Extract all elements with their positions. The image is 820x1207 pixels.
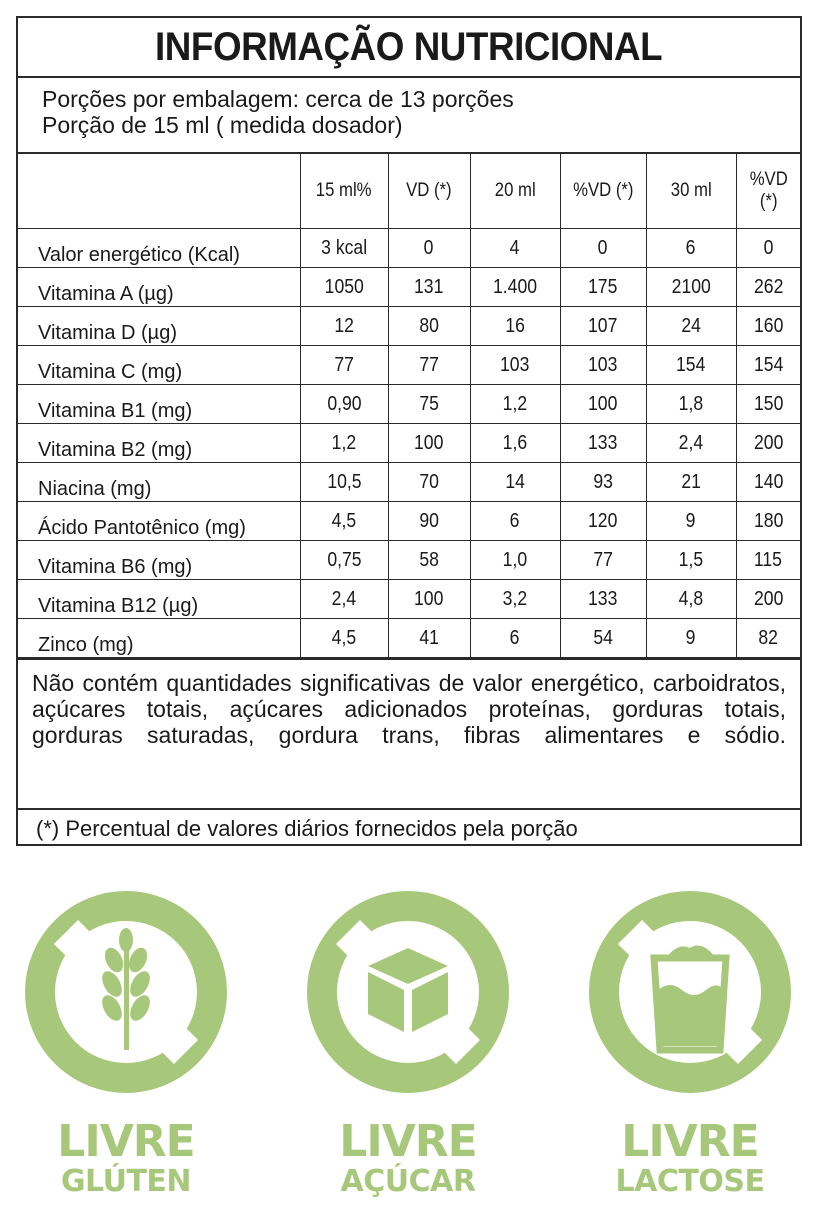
nutrition-table xyxy=(18,154,800,658)
nutrient-name: Vitamina B12 (µg) xyxy=(18,580,300,619)
table-row xyxy=(18,424,800,463)
nutrient-value: 2100 xyxy=(646,268,736,307)
nutrient-value: 41 xyxy=(388,619,470,658)
footnote: (*) Percentual de valores diários fornecidos pela porção xyxy=(18,808,800,848)
nutrient-value: 4,8 xyxy=(646,580,736,619)
nutrient-value: 9 xyxy=(646,619,736,658)
nutrient-value: 1,0 xyxy=(470,541,560,580)
label-title: INFORMAÇÃO NUTRICIONAL xyxy=(18,18,800,78)
nutrient-value: 12 xyxy=(300,307,388,346)
nutrient-value: 9 xyxy=(646,502,736,541)
nutrient-value: 262 xyxy=(736,268,800,307)
nutrient-value: 1.400 xyxy=(470,268,560,307)
nutrient-value: 100 xyxy=(560,385,646,424)
nutrient-value: 3 kcal xyxy=(300,229,388,268)
nutrient-value: 58 xyxy=(388,541,470,580)
nutrient-name: Ácido Pantotênico (mg) xyxy=(18,502,300,541)
nutrient-value: 0 xyxy=(736,229,800,268)
badge-sugar-free xyxy=(288,880,528,1200)
nutrient-name: Vitamina A (µg) xyxy=(18,268,300,307)
table-row xyxy=(18,541,800,580)
nutrient-value: 14 xyxy=(470,463,560,502)
nutrient-value: 6 xyxy=(470,619,560,658)
nutrient-value: 1,2 xyxy=(470,385,560,424)
table-row xyxy=(18,580,800,619)
nutrient-value: 77 xyxy=(560,541,646,580)
serving-size: Porção de 15 ml ( medida dosador) xyxy=(42,112,403,138)
nutrition-label xyxy=(16,16,802,846)
nutrient-value: 1,6 xyxy=(470,424,560,463)
nutrient-value: 2,4 xyxy=(646,424,736,463)
table-row xyxy=(18,346,800,385)
nutrient-value: 10,5 xyxy=(300,463,388,502)
nutrient-value: 1,2 xyxy=(300,424,388,463)
nutrient-name: Vitamina D (µg) xyxy=(18,307,300,346)
nutrient-name: Niacina (mg) xyxy=(18,463,300,502)
table-row xyxy=(18,385,800,424)
nutrient-value: 1,5 xyxy=(646,541,736,580)
nutrient-value: 175 xyxy=(560,268,646,307)
nutrient-value: 77 xyxy=(388,346,470,385)
badge-lactose-free xyxy=(570,880,810,1200)
nutrient-value: 160 xyxy=(736,307,800,346)
table-row xyxy=(18,307,800,346)
nutrient-value: 2,4 xyxy=(300,580,388,619)
servings-per-package: Porções por embalagem: cerca de 13 porções xyxy=(42,86,514,112)
table-row xyxy=(18,229,800,268)
nutrient-name: Vitamina B1 (mg) xyxy=(18,385,300,424)
nutrient-value: 100 xyxy=(388,580,470,619)
nutrient-value: 6 xyxy=(470,502,560,541)
nutrient-value: 21 xyxy=(646,463,736,502)
nutrient-value: 131 xyxy=(388,268,470,307)
nutrient-value: 1050 xyxy=(300,268,388,307)
nutrient-value: 150 xyxy=(736,385,800,424)
table-row xyxy=(18,268,800,307)
nutrient-value: 93 xyxy=(560,463,646,502)
nutrient-name: Valor energético (Kcal) xyxy=(18,229,300,268)
nutrient-value: 0,75 xyxy=(300,541,388,580)
nutrient-value: 107 xyxy=(560,307,646,346)
table-row xyxy=(18,463,800,502)
milk-glass-icon xyxy=(654,946,726,1050)
nutrient-name: Vitamina B2 (mg) xyxy=(18,424,300,463)
nutrient-value: 3,2 xyxy=(470,580,560,619)
nutrient-value: 154 xyxy=(646,346,736,385)
badge-sugar-line1: LIVRE xyxy=(339,1116,477,1167)
nutrient-value: 4 xyxy=(470,229,560,268)
nutrient-value: 103 xyxy=(560,346,646,385)
nutrient-value: 4,5 xyxy=(300,619,388,658)
nutrient-value: 103 xyxy=(470,346,560,385)
header-vd-20: %VD (*) xyxy=(560,154,646,229)
nutrient-name: Zinco (mg) xyxy=(18,619,300,658)
nutrient-value: 100 xyxy=(388,424,470,463)
badge-gluten-line1: LIVRE xyxy=(57,1116,195,1167)
header-15ml: 15 ml% xyxy=(300,154,388,229)
header-vd-30: %VD (*) xyxy=(736,154,800,229)
nutrient-value: 70 xyxy=(388,463,470,502)
nutrient-value: 115 xyxy=(736,541,800,580)
badge-lactose-line1: LIVRE xyxy=(621,1116,759,1167)
nutrient-value: 120 xyxy=(560,502,646,541)
nutrient-value: 75 xyxy=(388,385,470,424)
nutrient-value: 6 xyxy=(646,229,736,268)
nutrient-value: 54 xyxy=(560,619,646,658)
nutrient-value: 0 xyxy=(388,229,470,268)
nutrient-value: 80 xyxy=(388,307,470,346)
nutrient-value: 16 xyxy=(470,307,560,346)
badge-lactose-line2: LACTOSE xyxy=(615,1164,765,1199)
nutrient-value: 133 xyxy=(560,580,646,619)
nutrient-value: 1,8 xyxy=(646,385,736,424)
nutrient-value: 154 xyxy=(736,346,800,385)
header-nutrient xyxy=(18,154,300,229)
badge-gluten-line2: GLÚTEN xyxy=(60,1164,192,1199)
badge-sugar-line2: AÇÚCAR xyxy=(340,1164,476,1199)
nutrition-note: Não contém quantidades significativas de valor energético, carboidratos, açúcares totais, açúcares adicionados proteínas, gorduras totais, gorduras saturadas, gordura trans, fibras alimentares e sódio. xyxy=(18,658,800,808)
nutrient-value: 200 xyxy=(736,424,800,463)
badge-gluten-free xyxy=(6,880,246,1200)
header-vd-15: VD (*) xyxy=(388,154,470,229)
nutrient-value: 200 xyxy=(736,580,800,619)
free-from-badges xyxy=(0,880,820,1200)
nutrient-value: 4,5 xyxy=(300,502,388,541)
nutrient-value: 90 xyxy=(388,502,470,541)
header-20ml: 20 ml xyxy=(470,154,560,229)
nutrient-value: 133 xyxy=(560,424,646,463)
nutrient-value: 24 xyxy=(646,307,736,346)
nutrient-value: 140 xyxy=(736,463,800,502)
nutrient-value: 82 xyxy=(736,619,800,658)
nutrient-value: 77 xyxy=(300,346,388,385)
table-row xyxy=(18,619,800,658)
header-30ml: 30 ml xyxy=(646,154,736,229)
nutrient-value: 180 xyxy=(736,502,800,541)
table-row xyxy=(18,502,800,541)
nutrient-value: 0 xyxy=(560,229,646,268)
nutrient-name: Vitamina B6 (mg) xyxy=(18,541,300,580)
serving-info xyxy=(18,78,800,154)
table-header-row xyxy=(18,154,800,229)
nutrient-name: Vitamina C (mg) xyxy=(18,346,300,385)
nutrient-value: 0,90 xyxy=(300,385,388,424)
